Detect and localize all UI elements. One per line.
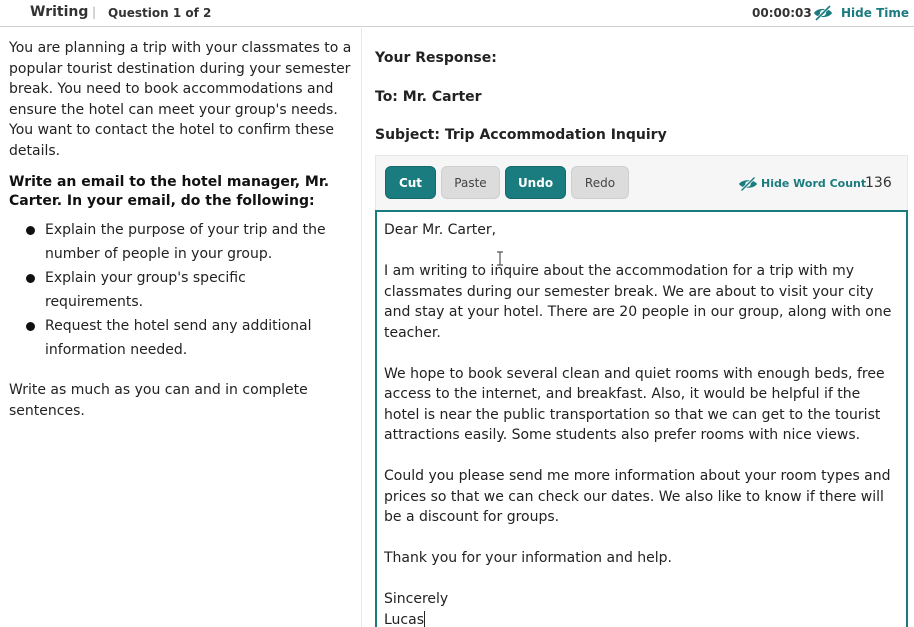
text-caret [424,611,425,627]
top-bar [0,0,914,27]
prompt-bullet [26,218,346,266]
response-label: Your Response: [375,50,497,66]
email-to-line: To: Mr. Carter [375,89,482,105]
response-textarea[interactable] [375,210,908,627]
email-greeting: Dear Mr. Carter, [384,222,497,238]
hide-time-button[interactable]: Hide Time [841,6,910,20]
bullet-dot-icon [26,274,35,283]
prompt-bullet [26,266,346,314]
word-count: 136 [865,175,892,191]
timer: 00:00:03 [752,6,812,20]
hide-word-count-button[interactable]: Hide Word Count [761,177,867,190]
prompt-closing: Write as much as you can and in complete sentences. [9,382,308,419]
email-paragraph: Thank you for your information and help. [384,550,672,566]
email-paragraph: We hope to book several clean and quiet rooms with enough beds, free access to the internet, and breakfast. Also, it would be helpful if the hotel is near the public transportation so that we can get to the tourist attractions easily. Some students also prefer rooms with nice views. [384,365,890,443]
bullet-dot-icon [26,322,35,331]
email-paragraph: Could you please send me more information about your room types and prices so that we can check our dates. We also like to know if there will be a discount for groups. [384,468,895,525]
paste-button[interactable]: Paste [441,166,500,199]
prompt-panel [0,28,362,627]
eye-slash-icon[interactable] [813,4,833,22]
prompt-bullet-list [26,218,346,362]
undo-button[interactable]: Undo [505,166,566,199]
question-counter: Question 1 of 2 [108,6,212,20]
email-paragraph: I am writing to inquire about the accommodation for a trip with my classmates during our semester break. We are about to visit your city and stay at your hotel. There are 20 people in our group, along with one teacher. [384,263,896,341]
email-signature-line [384,610,900,627]
eye-slash-icon[interactable] [738,176,758,192]
prompt-intro: You are planning a trip with your classmates to a popular tourist destination during your semester break. You need to book accommodations and ensure the hotel can meet your group's needs. You want to contact the hotel to confirm these details. [9,40,352,159]
prompt-bullet-text: Request the hotel send any additional information needed. [45,318,312,358]
redo-button[interactable]: Redo [571,166,629,199]
email-subject-line: Subject: Trip Accommodation Inquiry [375,127,667,143]
prompt-bullet-text: Explain your group's specific requirements. [45,270,246,310]
email-signoff: Sincerely [384,591,449,607]
text-cursor-icon [496,251,504,266]
bullet-dot-icon [26,226,35,235]
prompt-task: Write an email to the hotel manager, Mr. Carter. In your email, do the following: [9,174,330,209]
editor-toolbar [375,155,908,211]
section-title: Writing [30,4,89,20]
prompt-bullet [26,314,346,362]
cut-button[interactable]: Cut [385,166,436,199]
email-signature: Lucas [384,611,424,627]
response-panel [363,28,914,627]
title-separator: | [92,5,97,19]
prompt-bullet-text: Explain the purpose of your trip and the number of people in your group. [45,222,326,262]
